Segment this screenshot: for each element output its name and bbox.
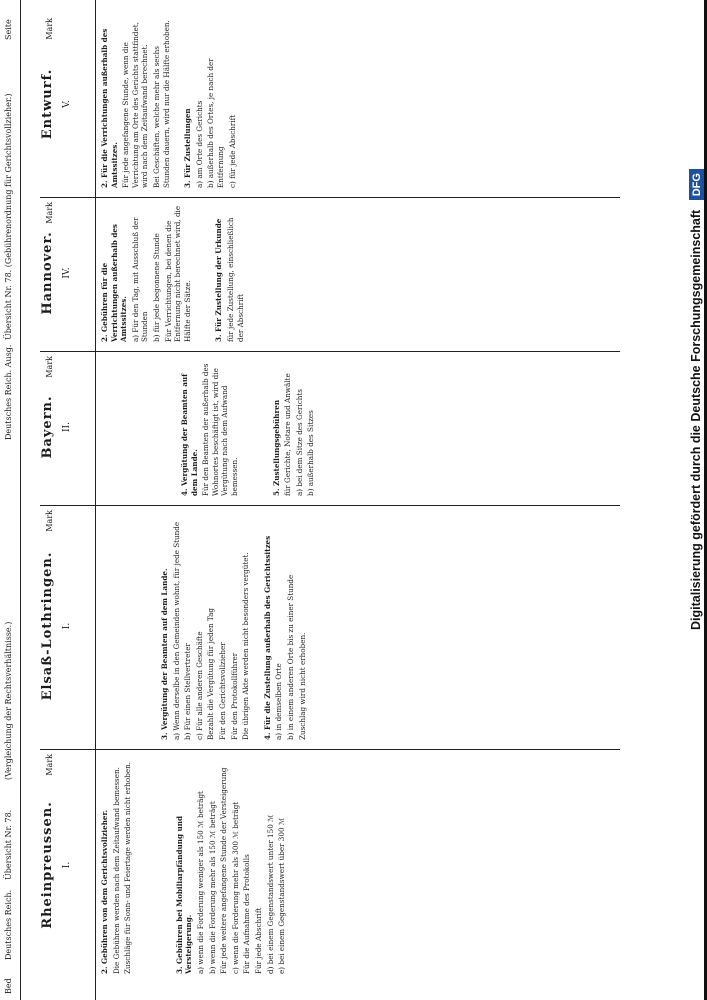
header-left-mark: Bed	[4, 978, 13, 994]
text-line: Zuschlag wird nicht erhoben.	[297, 632, 307, 740]
section-heading: 4. Vergütung der Beamten auf dem Lande.	[180, 373, 199, 496]
header-rule	[20, 0, 21, 1000]
page-header	[0, 0, 20, 1000]
text-line: Für die Aufnahme des Protokolls	[242, 854, 252, 974]
column-title: Entwurf.	[40, 68, 55, 140]
column-elsass-lothringen	[40, 506, 620, 746]
text-line: c) Für alle anderen Geschäfte	[194, 631, 204, 740]
column-body	[100, 20, 239, 188]
section-heading: 3. Gebühren bei Mobiliarpfändung und Versteigerung.	[174, 815, 194, 974]
text-line: b) außerhalb des Ortes, je nach der Entfernung	[206, 58, 225, 188]
column-body	[100, 512, 309, 740]
dfg-logo: DFG	[689, 169, 705, 200]
column-body	[100, 204, 247, 342]
text-line: Die Gebühren werden nach dem Zeitaufwand bemessen.	[111, 767, 121, 974]
header-book: Übersicht Nr. 78.	[4, 809, 13, 880]
column-title: Rheinpreussen.	[40, 801, 55, 929]
text-line: c) für jede Abschrift	[227, 114, 237, 188]
text-line: a) bei dem Sitze des Gerichts	[294, 389, 304, 496]
section-heading: 5. Zustellungsgebühren	[271, 399, 281, 496]
text-line: b) Für einen Stellvertreter	[183, 643, 193, 740]
column-entwurf	[40, 14, 620, 194]
column-number: I.	[62, 622, 72, 630]
text-line: c) wenn die Forderung mehr als 300 ℳ beträgt	[230, 801, 240, 974]
section-heading: 2. Gebühren für die Verrichtungen außerhalb des Amtssitzes.	[100, 224, 129, 342]
column-body	[100, 358, 318, 496]
text-line: für jede Zustellung, einschließlich der Abschrift	[225, 217, 245, 342]
text-line: b) wenn die Forderung mehr als 150 ℳ beträgt	[207, 801, 217, 974]
column-unit: Mark	[45, 754, 54, 776]
column-divider	[40, 197, 620, 198]
header-page: Seite	[4, 19, 13, 40]
column-unit: Mark	[45, 356, 54, 378]
header-right: Übersicht Nr. 78. (Gebührenordnung für Gerichtsvollzieher.)	[4, 93, 13, 340]
column-divider	[40, 749, 620, 750]
column-number: V.	[62, 100, 72, 108]
text-line: b) in einem anderen Orte bis zu einer Stunde	[285, 574, 295, 740]
text-line: a) Wenn derselbe in den Gemeinden wohnt, für jede Stunde	[171, 521, 181, 740]
text-line: d) bei einem Gegenstandswert unter 150 ℳ	[265, 814, 275, 974]
text-line: e) bei einem Gegenstandswert über 300 ℳ	[277, 817, 287, 974]
text-line: b) für jede begonnene Stunde	[151, 233, 161, 342]
section-heading: 4. Für die Zustellung außerhalb des Gerichtssitzes	[262, 535, 272, 740]
section-heading: 3. Für Zustellung der Urkunde	[214, 218, 224, 342]
text-line: Zuschläge für Sonn- und Feiertage werden nicht erhoben.	[123, 762, 133, 974]
column-body	[100, 756, 289, 974]
section-heading: 3. Vergütung der Beamten auf dem Lande.	[160, 568, 169, 740]
header-state: Deutsches Reich.	[4, 889, 13, 960]
text-line: Für den Beamten der außerhalb des Wohnortes beschäftigt ist, wird die Vergütung nach dem Aufwand bemessen.	[201, 363, 239, 496]
column-title: Elsaß-Lothringen.	[40, 551, 55, 701]
text-line: a) wenn die Forderung weniger als 150 ℳ beträgt	[195, 791, 205, 974]
text-line: b) außerhalb des Sitzes	[306, 410, 316, 496]
text-line: Für jede angefangene Stunde, wenn die Verrichtung am Orte des Gerichts stattfindet, wird nach dem Zeitaufwand berechnet.	[121, 22, 150, 188]
column-title: Bayern.	[40, 395, 55, 459]
column-hannover	[40, 198, 620, 348]
column-divider	[40, 351, 620, 352]
section-heading: 2. Gebühren von dem Gerichtsvollzieher.	[100, 809, 109, 974]
column-divider	[40, 505, 620, 506]
text-line: Für Verrichtungen, bei denen die Entfernung nicht berechnet wird, die Hälfte der Sätze.	[163, 205, 192, 342]
text-line: Bezahlt die Vergütung für jeden Tag	[206, 607, 216, 740]
text-line: a) am Orte des Gerichts	[194, 100, 204, 188]
text-line: a) Für den Tag, mit Ausschluß der Stunden	[130, 217, 150, 342]
column-unit: Mark	[45, 18, 54, 40]
text-line: a) in demselben Orte	[274, 663, 284, 740]
section-heading: 3. Für Zustellungen	[183, 108, 193, 188]
column-bayern	[40, 352, 620, 502]
column-number: IV.	[62, 267, 72, 279]
column-title: Hannover.	[40, 231, 55, 315]
dfg-credit-text: Digitalisierung gefördert durch die Deutsche Forschungsgemeinschaft	[689, 209, 703, 630]
column-unit: Mark	[45, 202, 54, 224]
text-line: Für jede Abschrift	[253, 907, 263, 974]
column-number: II.	[62, 422, 72, 432]
section-heading: 2. Für die Verrichtungen außerhalb des Amtssitzes.	[100, 28, 119, 188]
text-line: Bei Geschäften, welche mehr als sechs Stunden dauern, wird nur die Hälfte erhoben.	[151, 20, 171, 188]
text-line: Für den Protokollführer	[229, 652, 239, 740]
column-unit: Mark	[45, 510, 54, 532]
text-line: Für jede weitere angefangene Stunde der Versteigerung	[219, 767, 229, 974]
text-line: für Gerichte, Notare und Anwälte	[283, 373, 293, 496]
column-number: I.	[62, 861, 72, 869]
header-subtitle: (Vergleichung der Rechtsverhältnisse.)	[4, 621, 13, 780]
text-line: Für den Gerichtsvollzieher	[217, 642, 227, 740]
column-rheinpreussen	[40, 750, 620, 980]
header-mid: Deutsches Reich. Ausg.	[4, 344, 13, 440]
text-line: Die übrigen Akte werden nicht besonders vergütet.	[241, 552, 251, 740]
